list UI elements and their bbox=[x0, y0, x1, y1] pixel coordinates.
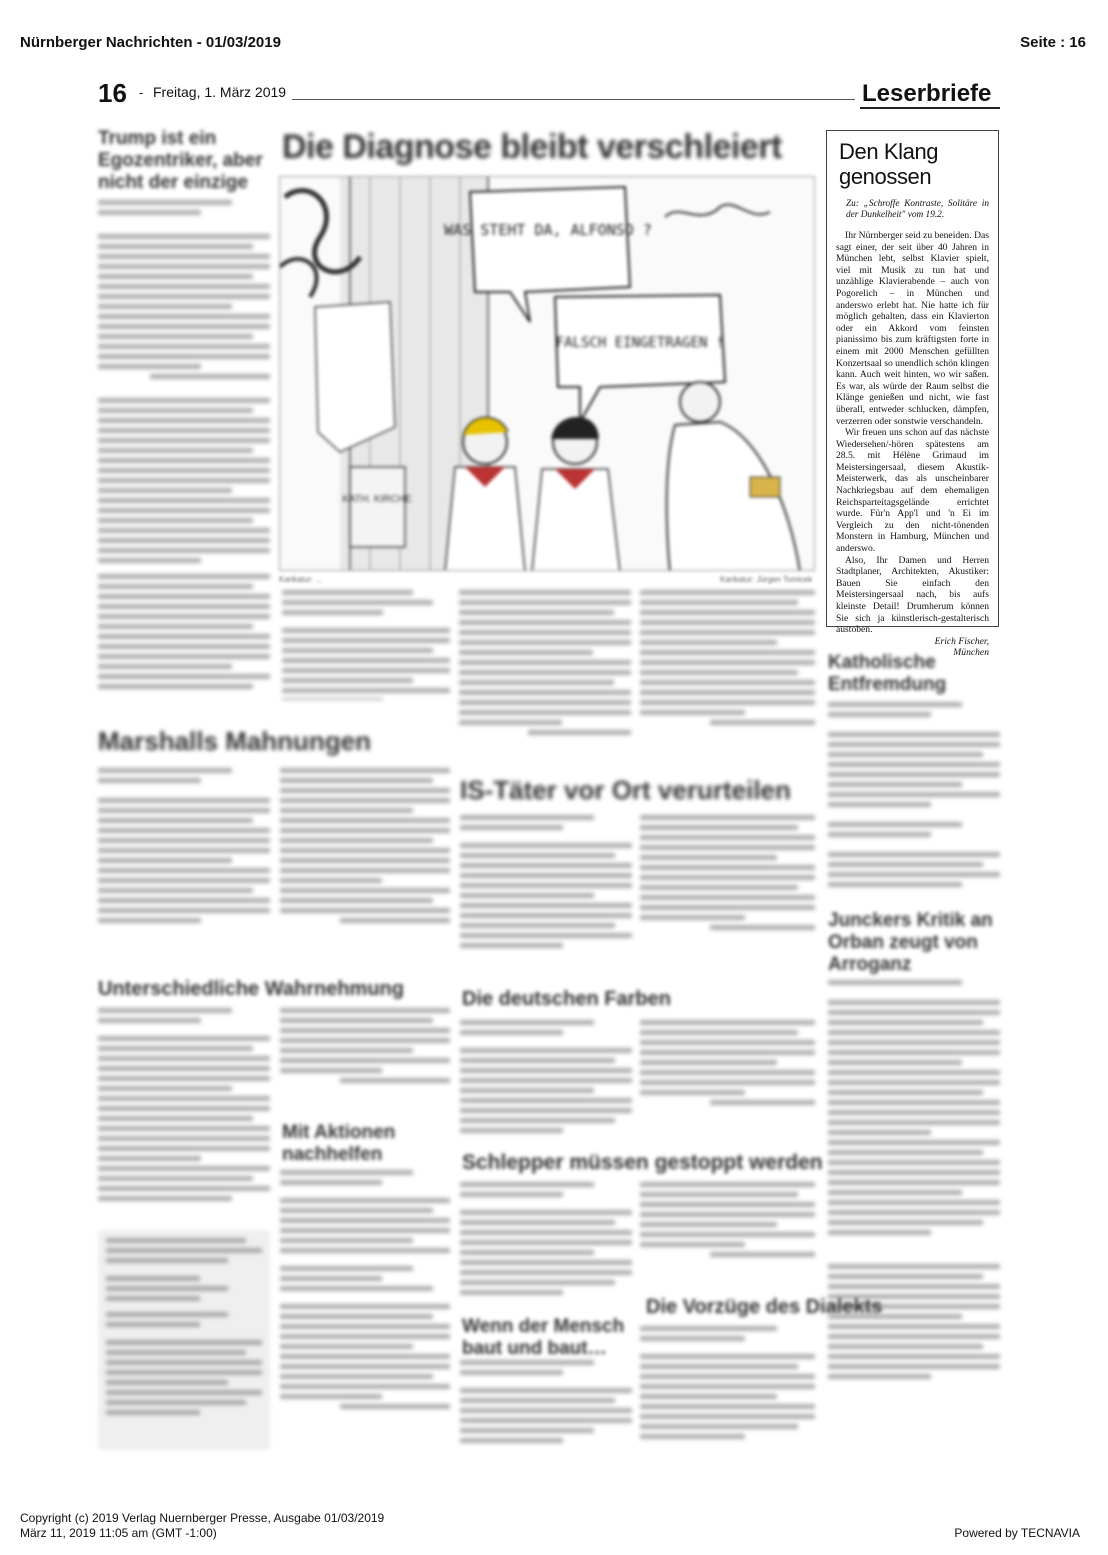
article-body-blurred bbox=[280, 1170, 450, 1455]
editorial-cartoon bbox=[279, 176, 815, 571]
article-headline: Wenn der Mensch baut und baut… bbox=[462, 1316, 625, 1359]
article-headline: Mit Aktionen nachhelfen bbox=[282, 1122, 396, 1165]
speech-bubble-1: WAS STEHT DA, ALFONSO ? bbox=[444, 221, 652, 239]
article-headline: Junckers Kritik an Orban zeugt von Arroganz bbox=[828, 910, 993, 975]
article-body-blurred bbox=[460, 1360, 632, 1460]
speech-bubble-2: FALSCH EINGETRAGEN ! bbox=[555, 335, 725, 351]
article-headline: IS-Täter vor Ort verurteilen bbox=[460, 775, 791, 805]
article-body-blurred bbox=[98, 1008, 270, 1208]
letter-signature-name: Erich Fischer, bbox=[934, 635, 989, 647]
article-body-blurred bbox=[280, 1008, 450, 1108]
article-body-blurred bbox=[282, 590, 450, 700]
letter-paragraph: Ihr Nürnberger seid zu beneiden. Das sagt einer, der seit über 40 Jahren in München lebt, selbst Klavier spielt, viel mit Musik zu tun hat und unzählige Klavierabende – auch von Pogorelich – in München und anderswo erlebt hat. Nie hatte ich für möglich gehalten, dass ein Klavierton oder ein Akkord vom feinsten pianissimo bis zum kräftigsten forte in einem mit 2000 Menschen gefüllten Konzertsaal so unendlich schön klingen kann. Auch weit hinten, wo wir saßen. Es war, als würde der Raum selbst die Klänge genießen und nicht, wie fast überall, entweder schlucken, dämpfen, verzerren oder sonstwie verschandeln. bbox=[836, 230, 989, 427]
article-headline: Marshalls Mahnungen bbox=[98, 726, 372, 756]
page-number: 16 bbox=[98, 78, 127, 108]
letter-title: Den Klang genossen bbox=[839, 139, 939, 189]
letter-paragraph: Also, Ihr Damen und Herren Stadtplaner, Architekten, Akustiker: Bauen Sie einfach den Meistersingersaal nach, bis aufs kleinste Detail! Drumherum können Sie sich ja künstlerisch-gestalterisch austoben. bbox=[836, 554, 989, 636]
article-body-blurred bbox=[640, 1020, 815, 1140]
article-body-blurred bbox=[460, 1182, 632, 1302]
article-headline: Katholische Entfremdung bbox=[828, 652, 947, 695]
article-body-blurred bbox=[640, 1326, 815, 1456]
masthead-rule bbox=[292, 99, 855, 100]
section-rule bbox=[860, 107, 1000, 109]
contact-info-box bbox=[98, 1230, 270, 1450]
powered-by: Powered by TECNAVIA bbox=[954, 1526, 1080, 1540]
article-body-blurred bbox=[640, 590, 815, 750]
article-body-blurred bbox=[280, 768, 450, 953]
cartoon-caption-left: Karikatur: ... bbox=[279, 575, 323, 584]
letter-paragraph: Wir freuen uns schon auf das nächste Wiedersehen/-hören spätestens am 28.5. mit Hélène Grimaud im Meistersingersaal, diesem Akustik-Meisterwerk, das als unscheinbarer Nachkriegsbau auf dem ehemaligen Reichsparteitagsgelände errichtet wurde. Für'n App'l und 'n Ei im Vergleich zu den nicht-tönenden Monstern in Hamburg, München und anderswo. bbox=[836, 427, 989, 555]
article-body-blurred bbox=[640, 1182, 815, 1282]
cartoon-drawing bbox=[280, 177, 815, 571]
footer-timestamp: März 11, 2019 11:05 am (GMT -1:00) bbox=[20, 1526, 217, 1540]
article-body-blurred bbox=[98, 768, 270, 953]
article-body-blurred bbox=[98, 200, 270, 695]
article-headline: Unterschiedliche Wahrnehmung bbox=[98, 978, 404, 1000]
article-body-blurred bbox=[828, 702, 1000, 887]
issue-date: Freitag, 1. März 2019 bbox=[153, 84, 287, 100]
cartoon-caption-right: Karikatur: Jürgen Tomicek bbox=[720, 575, 813, 584]
featured-letter-box bbox=[826, 130, 999, 659]
page-indicator: Seite : 16 bbox=[1020, 34, 1086, 51]
article-body-blurred bbox=[460, 1020, 632, 1140]
publication-header: Nürnberger Nachrichten - 01/03/2019 bbox=[20, 34, 281, 51]
letter-signature-city: München bbox=[953, 647, 989, 659]
article-headline: Die deutschen Farben bbox=[462, 988, 671, 1010]
main-headline: Die Diagnose bleibt verschleiert bbox=[282, 128, 782, 166]
article-body-blurred bbox=[459, 590, 631, 750]
article-body-blurred bbox=[828, 980, 1000, 1450]
article-body-blurred bbox=[640, 815, 815, 965]
article-headline: Schlepper müssen gestoppt werden bbox=[462, 1151, 823, 1174]
letter-body bbox=[836, 230, 989, 636]
copyright-text: Copyright (c) 2019 Verlag Nuernberger Presse, Ausgabe 01/03/2019 bbox=[20, 1511, 385, 1525]
letter-reference: Zu: „Schroffe Kontraste, Solitäre in der Dunkelheit" vom 19.2. bbox=[846, 199, 989, 220]
masthead-separator: - bbox=[139, 85, 144, 100]
section-title: Leserbriefe bbox=[862, 80, 992, 107]
sign-text: KATH. KIRCHE bbox=[342, 494, 412, 505]
copyright-footer bbox=[20, 1511, 384, 1541]
article-headline: Die Vorzüge des Dialekts bbox=[646, 1296, 883, 1318]
article-headline: Trump ist ein Egozentriker, aber nicht der einzige bbox=[98, 128, 263, 193]
article-body-blurred bbox=[460, 815, 632, 965]
